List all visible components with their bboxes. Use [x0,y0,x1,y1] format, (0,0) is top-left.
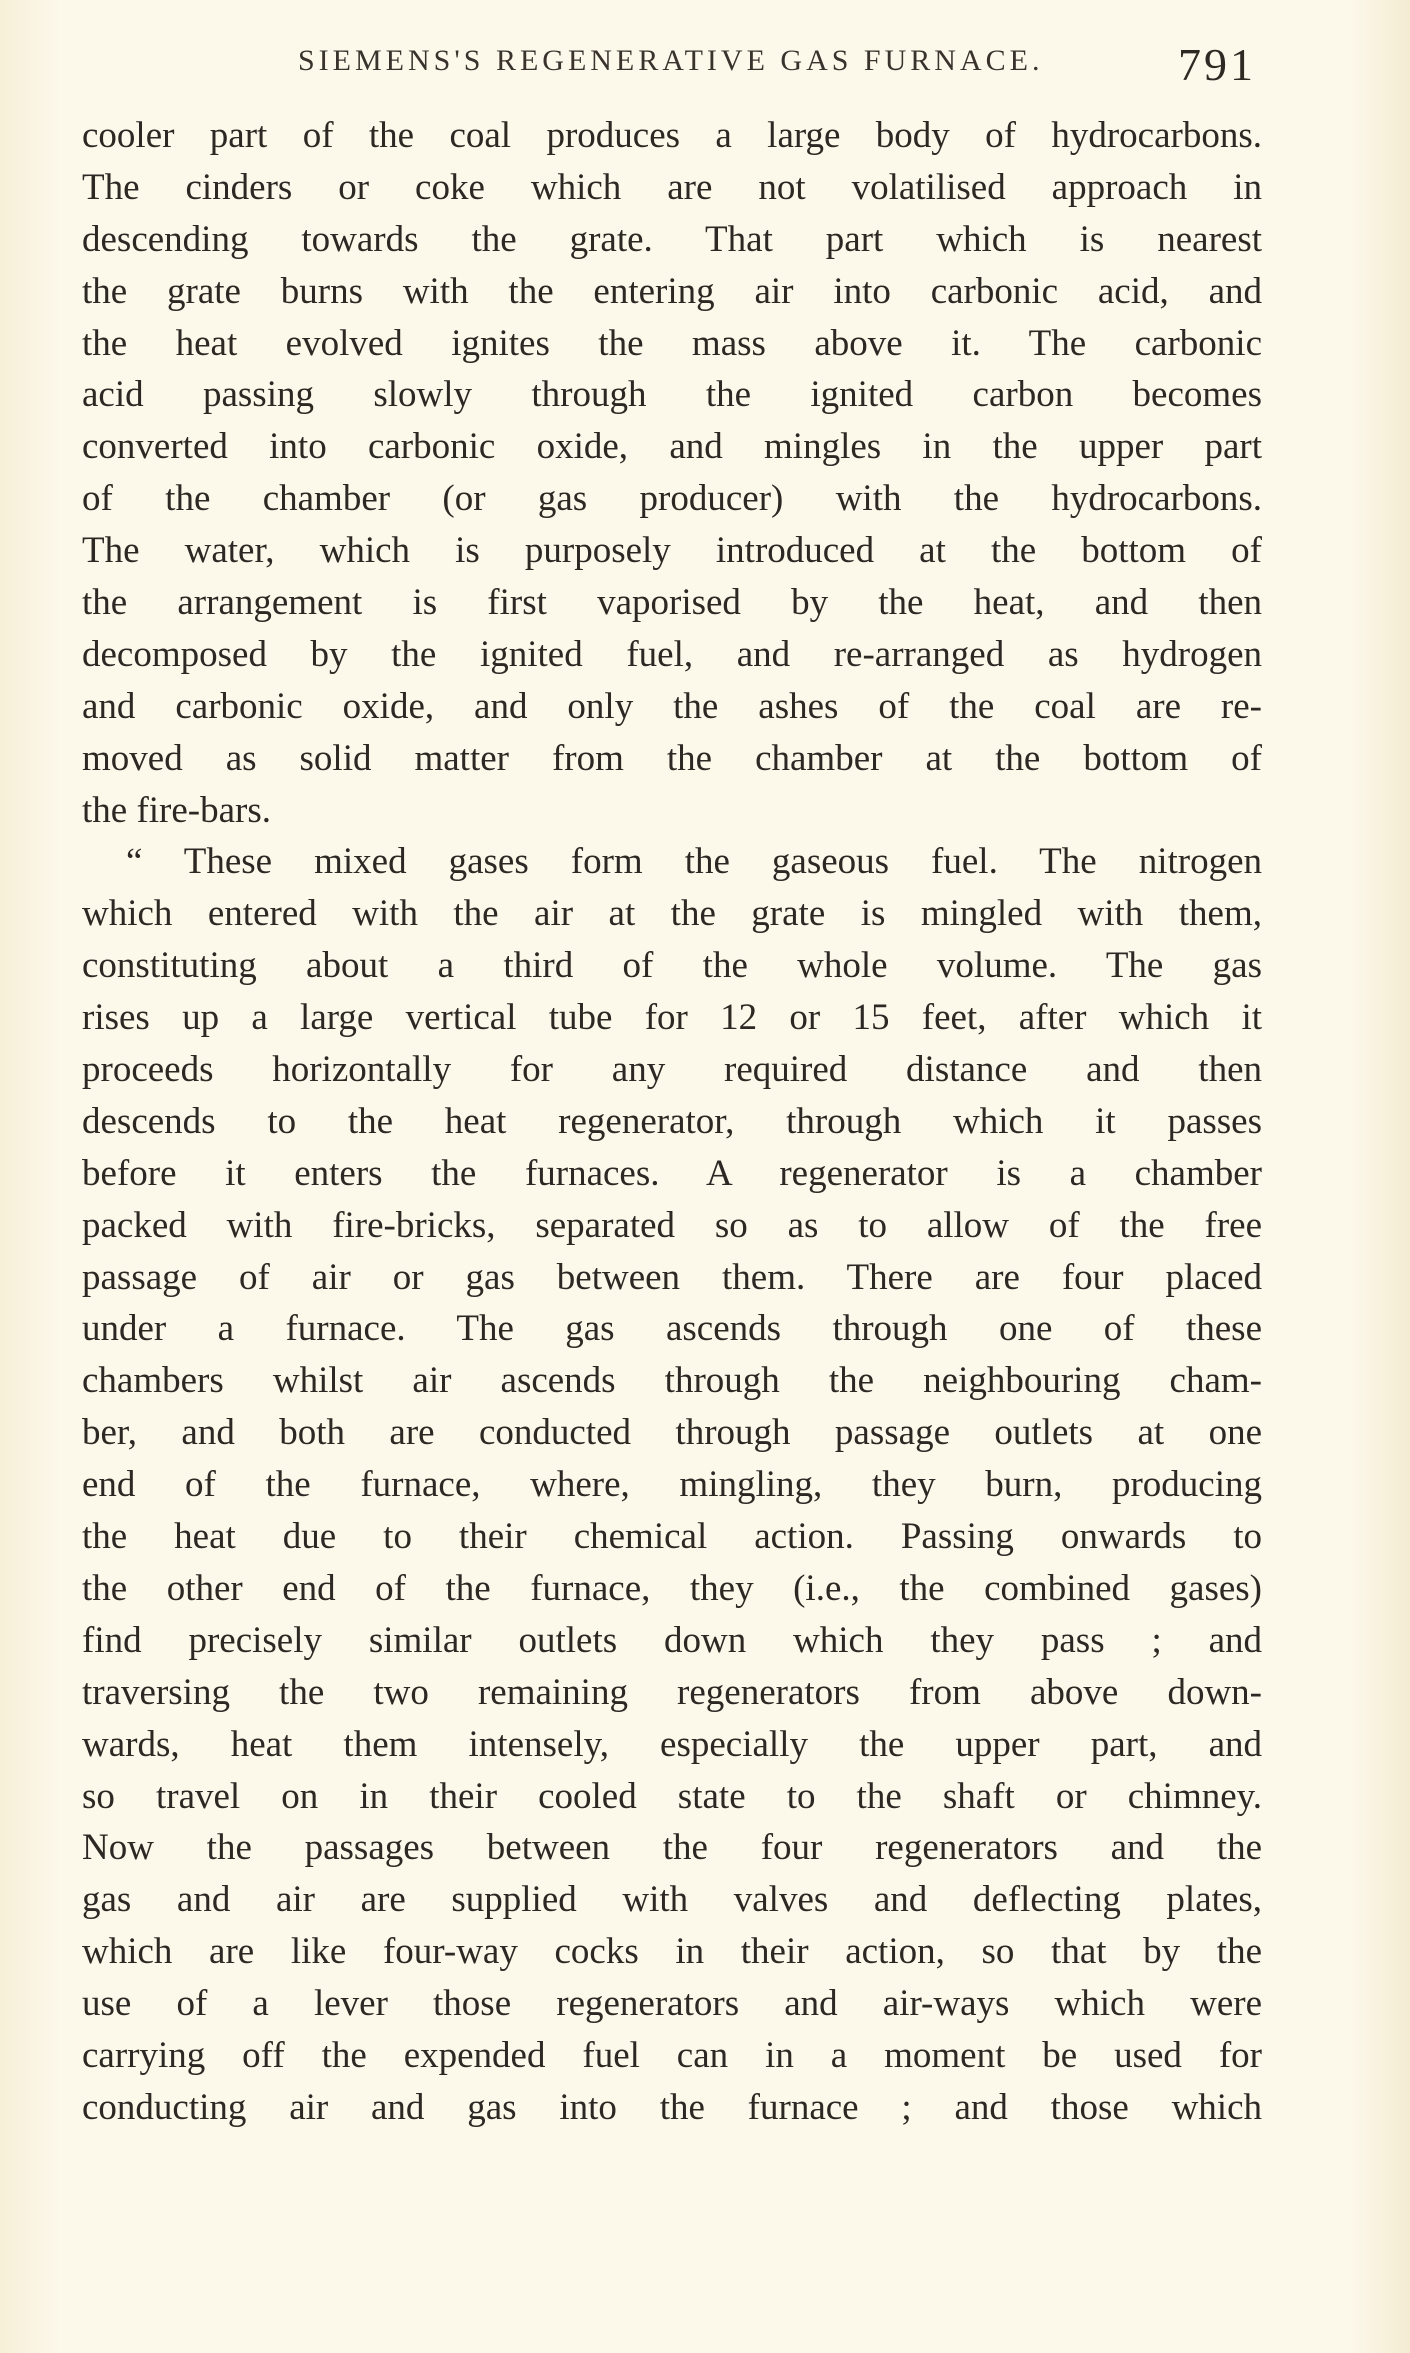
text-line: acid passing slowly through the ignited carbon becomes [82,374,1262,416]
body-text [82,110,1262,2134]
text-line: carrying off the expended fuel can in a moment be used for [82,2034,1262,2076]
text-line: The cinders or coke which are not volatilised approach in [82,166,1262,208]
text-line: and carbonic oxide, and only the ashes of the coal are re- [82,685,1262,727]
text-line: Now the passages between the four regenerators and the [82,1827,1262,1869]
text-line: “ These mixed gases form the gaseous fuel. The nitrogen [126,841,1262,883]
text-line: conducting air and gas into the furnace ; and those which [82,2086,1262,2128]
text-line: descends to the heat regenerator, through which it passes [82,1100,1262,1142]
page-number: 791 [1178,39,1256,90]
text-line: packed with fire-bricks, separated so as to allow of the free [82,1204,1262,1246]
text-line: the heat due to their chemical action. Passing onwards to [82,1516,1262,1558]
text-line: descending towards the grate. That part which is nearest [82,218,1262,260]
running-title: SIEMENS'S REGENERATIVE GAS FURNACE. [298,44,1044,77]
text-line: traversing the two remaining regenerators from above down- [82,1671,1262,1713]
text-line: the other end of the furnace, they (i.e., the combined gases) [82,1567,1262,1609]
text-line: under a furnace. The gas ascends through one of these [82,1308,1262,1350]
text-line: end of the furnace, where, mingling, they burn, producing [82,1464,1262,1506]
text-line: the fire-bars. [82,789,272,831]
text-line: use of a lever those regenerators and air-ways which were [82,1983,1262,2025]
text-line: rises up a large vertical tube for 12 or 15 feet, after which it [82,997,1262,1039]
text-line: constituting about a third of the whole volume. The gas [82,945,1262,987]
running-head [298,39,1298,90]
text-line: passage of air or gas between them. There are four placed [82,1256,1262,1298]
text-line: ber, and both are conducted through passage outlets at one [82,1412,1262,1454]
text-line: decomposed by the ignited fuel, and re-arranged as hydrogen [82,633,1262,675]
text-line: which are like four-way cocks in their action, so that by the [82,1931,1262,1973]
text-line: converted into carbonic oxide, and mingles in the upper part [82,426,1262,468]
text-line: gas and air are supplied with valves and deflecting plates, [82,1879,1262,1921]
text-line: proceeds horizontally for any required distance and then [82,1049,1262,1091]
text-line: the grate burns with the entering air into carbonic acid, and [82,270,1262,312]
text-line: the arrangement is first vaporised by the heat, and then [82,582,1262,624]
text-line: The water, which is purposely introduced at the bottom of [82,530,1262,572]
text-line: of the chamber (or gas producer) with the hydrocarbons. [82,478,1262,520]
text-line: so travel on in their cooled state to the shaft or chimney. [82,1775,1262,1817]
text-line: find precisely similar outlets down which they pass ; and [82,1619,1262,1661]
text-line: cooler part of the coal produces a large body of hydrocarbons. [82,115,1262,156]
text-line: which entered with the air at the grate is mingled with them, [82,893,1262,935]
text-line: wards, heat them intensely, especially the upper part, and [82,1723,1262,1765]
text-line: before it enters the furnaces. A regenerator is a chamber [82,1152,1262,1194]
text-line: the heat evolved ignites the mass above it. The carbonic [82,322,1262,364]
text-line: moved as solid matter from the chamber at the bottom of [82,737,1262,779]
text-line: chambers whilst air ascends through the neighbouring cham- [82,1360,1262,1402]
